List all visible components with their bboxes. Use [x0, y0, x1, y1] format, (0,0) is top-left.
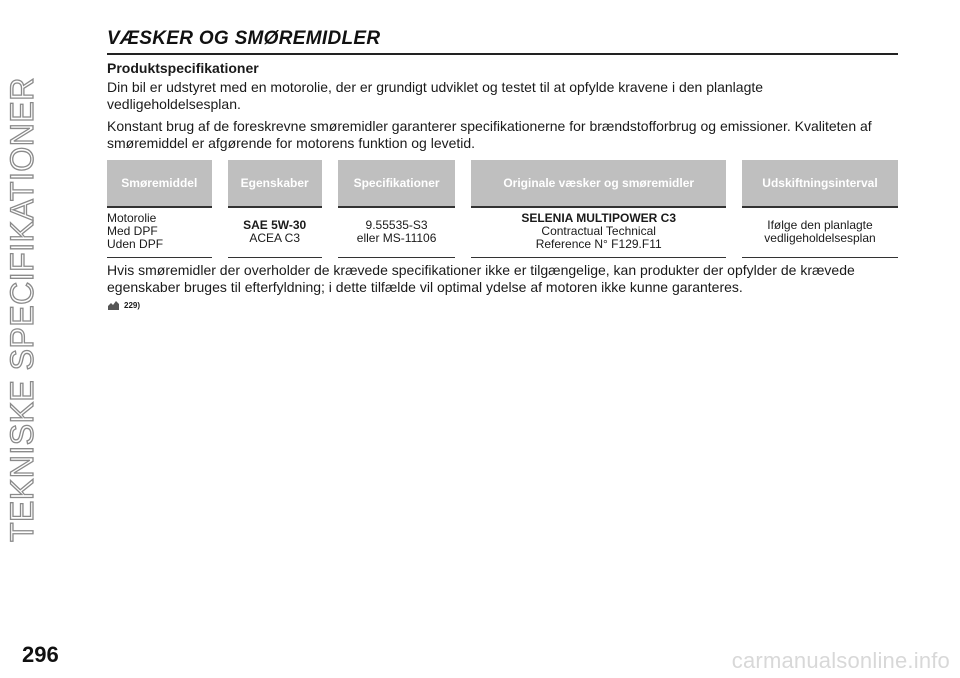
- page-content: [107, 28, 898, 311]
- fallback-note: Hvis smøremidler der overholder de krævede specifikationer ikke er tilgængelige, kan produkter der opfylder de krævede egenskaber bruges til efterfyldning; i dette tilfælde vil optimal ydelse af motoren ikke kunne garanteres.: [107, 262, 855, 295]
- subheading: Produktspecifikationer: [107, 60, 259, 76]
- table-row: [107, 208, 898, 258]
- quality-paragraph: Konstant brug af de foreskrevne smøremidler garanterer specifikationerne for brændstofforbrug og emissioner. Kvaliteten af smøremiddel er afgørende for motorens funktion og levetid.: [107, 118, 872, 151]
- header-original-fluids: Originale væsker og smøremidler: [471, 160, 726, 208]
- side-section-title: TEKNISKE SPECIFIKATIONER: [4, 77, 40, 542]
- cell-lubricant: Motorolie Med DPF Uden DPF: [107, 208, 212, 258]
- cell-original-fluids: SELENIA MULTIPOWER C3 Contractual Technical Reference N° F129.F11: [471, 208, 726, 258]
- warning-reference: [107, 300, 898, 311]
- cell-properties: SAE 5W-30 ACEA C3: [228, 208, 322, 258]
- page-number: 296: [22, 642, 59, 667]
- header-properties: Egenskaber: [228, 160, 322, 208]
- header-lubricant: Smøremiddel: [107, 160, 212, 208]
- section-title: VÆSKER OG SMØREMIDLER: [107, 28, 898, 55]
- header-specifications: Specifikationer: [338, 160, 456, 208]
- header-change-interval: Udskiftningsinterval: [742, 160, 898, 208]
- table-header-row: [107, 160, 898, 208]
- warning-number: 229): [124, 301, 141, 310]
- cell-specifications: 9.55535-S3 eller MS-11106: [338, 208, 456, 258]
- lubricant-spec-table: [91, 160, 914, 258]
- warning-hand-icon: [107, 300, 120, 311]
- cell-change-interval: Ifølge den planlagte vedligeholdelsesplan: [742, 208, 898, 258]
- watermark: carmanualsonline.info: [731, 648, 950, 673]
- intro-paragraph: Din bil er udstyret med en motorolie, der er grundigt udviklet og testet til at opfylde kravene i den planlagte vedligeholdelsesplan.: [107, 79, 764, 112]
